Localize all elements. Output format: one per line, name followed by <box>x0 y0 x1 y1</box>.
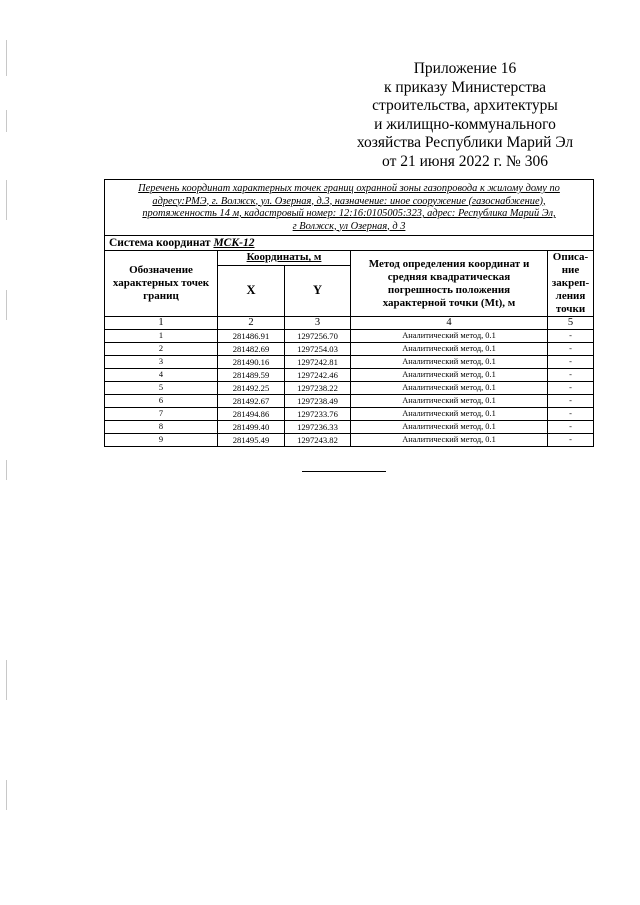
point-number-cell: 5 <box>105 382 218 395</box>
table-row <box>105 343 594 356</box>
x-cell: 281482.69 <box>218 343 285 356</box>
table-row <box>105 434 594 447</box>
y-cell: 1297242.81 <box>285 356 351 369</box>
method-cell: Аналитический метод, 0.1 <box>351 382 548 395</box>
point-number-cell: 6 <box>105 395 218 408</box>
description-cell: - <box>548 343 594 356</box>
x-cell: 281489.59 <box>218 369 285 382</box>
y-cell: 1297236.33 <box>285 421 351 434</box>
method-cell: Аналитический метод, 0.1 <box>351 356 548 369</box>
description-cell: - <box>548 408 594 421</box>
column-number: 4 <box>351 317 548 330</box>
description-cell: - <box>548 421 594 434</box>
point-number-cell: 9 <box>105 434 218 447</box>
y-cell: 1297238.49 <box>285 395 351 408</box>
header-y: Y <box>285 265 351 316</box>
description-row <box>105 180 594 236</box>
point-number-cell: 1 <box>105 330 218 343</box>
appendix-line: строительства, архитектуры <box>372 97 558 114</box>
description-cell: - <box>548 395 594 408</box>
x-cell: 281494.86 <box>218 408 285 421</box>
method-cell: Аналитический метод, 0.1 <box>351 369 548 382</box>
method-cell: Аналитический метод, 0.1 <box>351 395 548 408</box>
x-cell: 281492.25 <box>218 382 285 395</box>
point-number-cell: 8 <box>105 421 218 434</box>
method-cell: Аналитический метод, 0.1 <box>351 408 548 421</box>
y-cell: 1297233.76 <box>285 408 351 421</box>
header-coordinates: Координаты, м <box>218 251 351 266</box>
x-cell: 281495.49 <box>218 434 285 447</box>
description-cell: - <box>548 330 594 343</box>
table-row <box>105 395 594 408</box>
appendix-heading <box>340 60 590 171</box>
method-cell: Аналитический метод, 0.1 <box>351 330 548 343</box>
coordinate-system <box>105 236 594 251</box>
separator-line <box>302 471 386 472</box>
point-number-cell: 3 <box>105 356 218 369</box>
description-cell: - <box>548 382 594 395</box>
table-row <box>105 356 594 369</box>
table-row <box>105 330 594 343</box>
y-cell: 1297254.03 <box>285 343 351 356</box>
scan-edge-marks <box>6 40 8 860</box>
appendix-line: от 21 июня 2022 г. № 306 <box>382 152 548 170</box>
appendix-line: Приложение 16 <box>413 60 517 77</box>
appendix-line: хозяйства Республики Марий Эл <box>356 134 574 151</box>
header-x: X <box>218 265 285 316</box>
system-code: МСК-12 <box>213 237 255 249</box>
y-cell: 1297243.82 <box>285 434 351 447</box>
column-number: 3 <box>285 317 351 330</box>
description-cell: - <box>548 356 594 369</box>
column-number: 1 <box>105 317 218 330</box>
table-row <box>105 421 594 434</box>
table-row <box>105 369 594 382</box>
table-row <box>105 382 594 395</box>
y-cell: 1297242.46 <box>285 369 351 382</box>
appendix-line: и жилищно-коммунального <box>374 115 556 133</box>
x-cell: 281486.91 <box>218 330 285 343</box>
description-cell: - <box>548 434 594 447</box>
system-row <box>105 236 594 251</box>
y-cell: 1297256.70 <box>285 330 351 343</box>
coordinates-table <box>104 179 594 447</box>
column-number: 5 <box>548 317 594 330</box>
header-point: Обозначение характерных точек границ <box>105 251 218 317</box>
header-row <box>105 251 594 266</box>
column-number-row <box>105 317 594 330</box>
appendix-line: к приказу Министерства <box>384 78 546 96</box>
description-cell: - <box>548 369 594 382</box>
description-line: протяженность 14 м, кадастровый номер: 12:16:0105005:323, адрес: Республика Марий Эл, <box>142 208 556 219</box>
x-cell: 281492.67 <box>218 395 285 408</box>
description-line: г Волжск, ул Озерная, д 3 <box>292 220 406 232</box>
table-description <box>105 180 594 236</box>
header-method: Метод определения координат и средняя квадратическая погрешность положения характерной точки (Mt), м <box>351 251 548 317</box>
x-cell: 281490.16 <box>218 356 285 369</box>
point-number-cell: 4 <box>105 369 218 382</box>
x-cell: 281499.40 <box>218 421 285 434</box>
header-description: Описа-ние закреп-ления точки <box>548 251 594 317</box>
method-cell: Аналитический метод, 0.1 <box>351 434 548 447</box>
description-line: адресу:РМЭ, г. Волжск, ул. Озерная, д.3, назначение: иное сооружение (газоснабжение), <box>152 195 546 207</box>
y-cell: 1297238.22 <box>285 382 351 395</box>
system-label: Система координат <box>109 237 211 249</box>
description-line: Перечень координат характерных точек границ охранной зоны газопровода к жилому дому по <box>138 183 560 194</box>
method-cell: Аналитический метод, 0.1 <box>351 421 548 434</box>
column-number: 2 <box>218 317 285 330</box>
point-number-cell: 7 <box>105 408 218 421</box>
table-row <box>105 408 594 421</box>
method-cell: Аналитический метод, 0.1 <box>351 343 548 356</box>
point-number-cell: 2 <box>105 343 218 356</box>
